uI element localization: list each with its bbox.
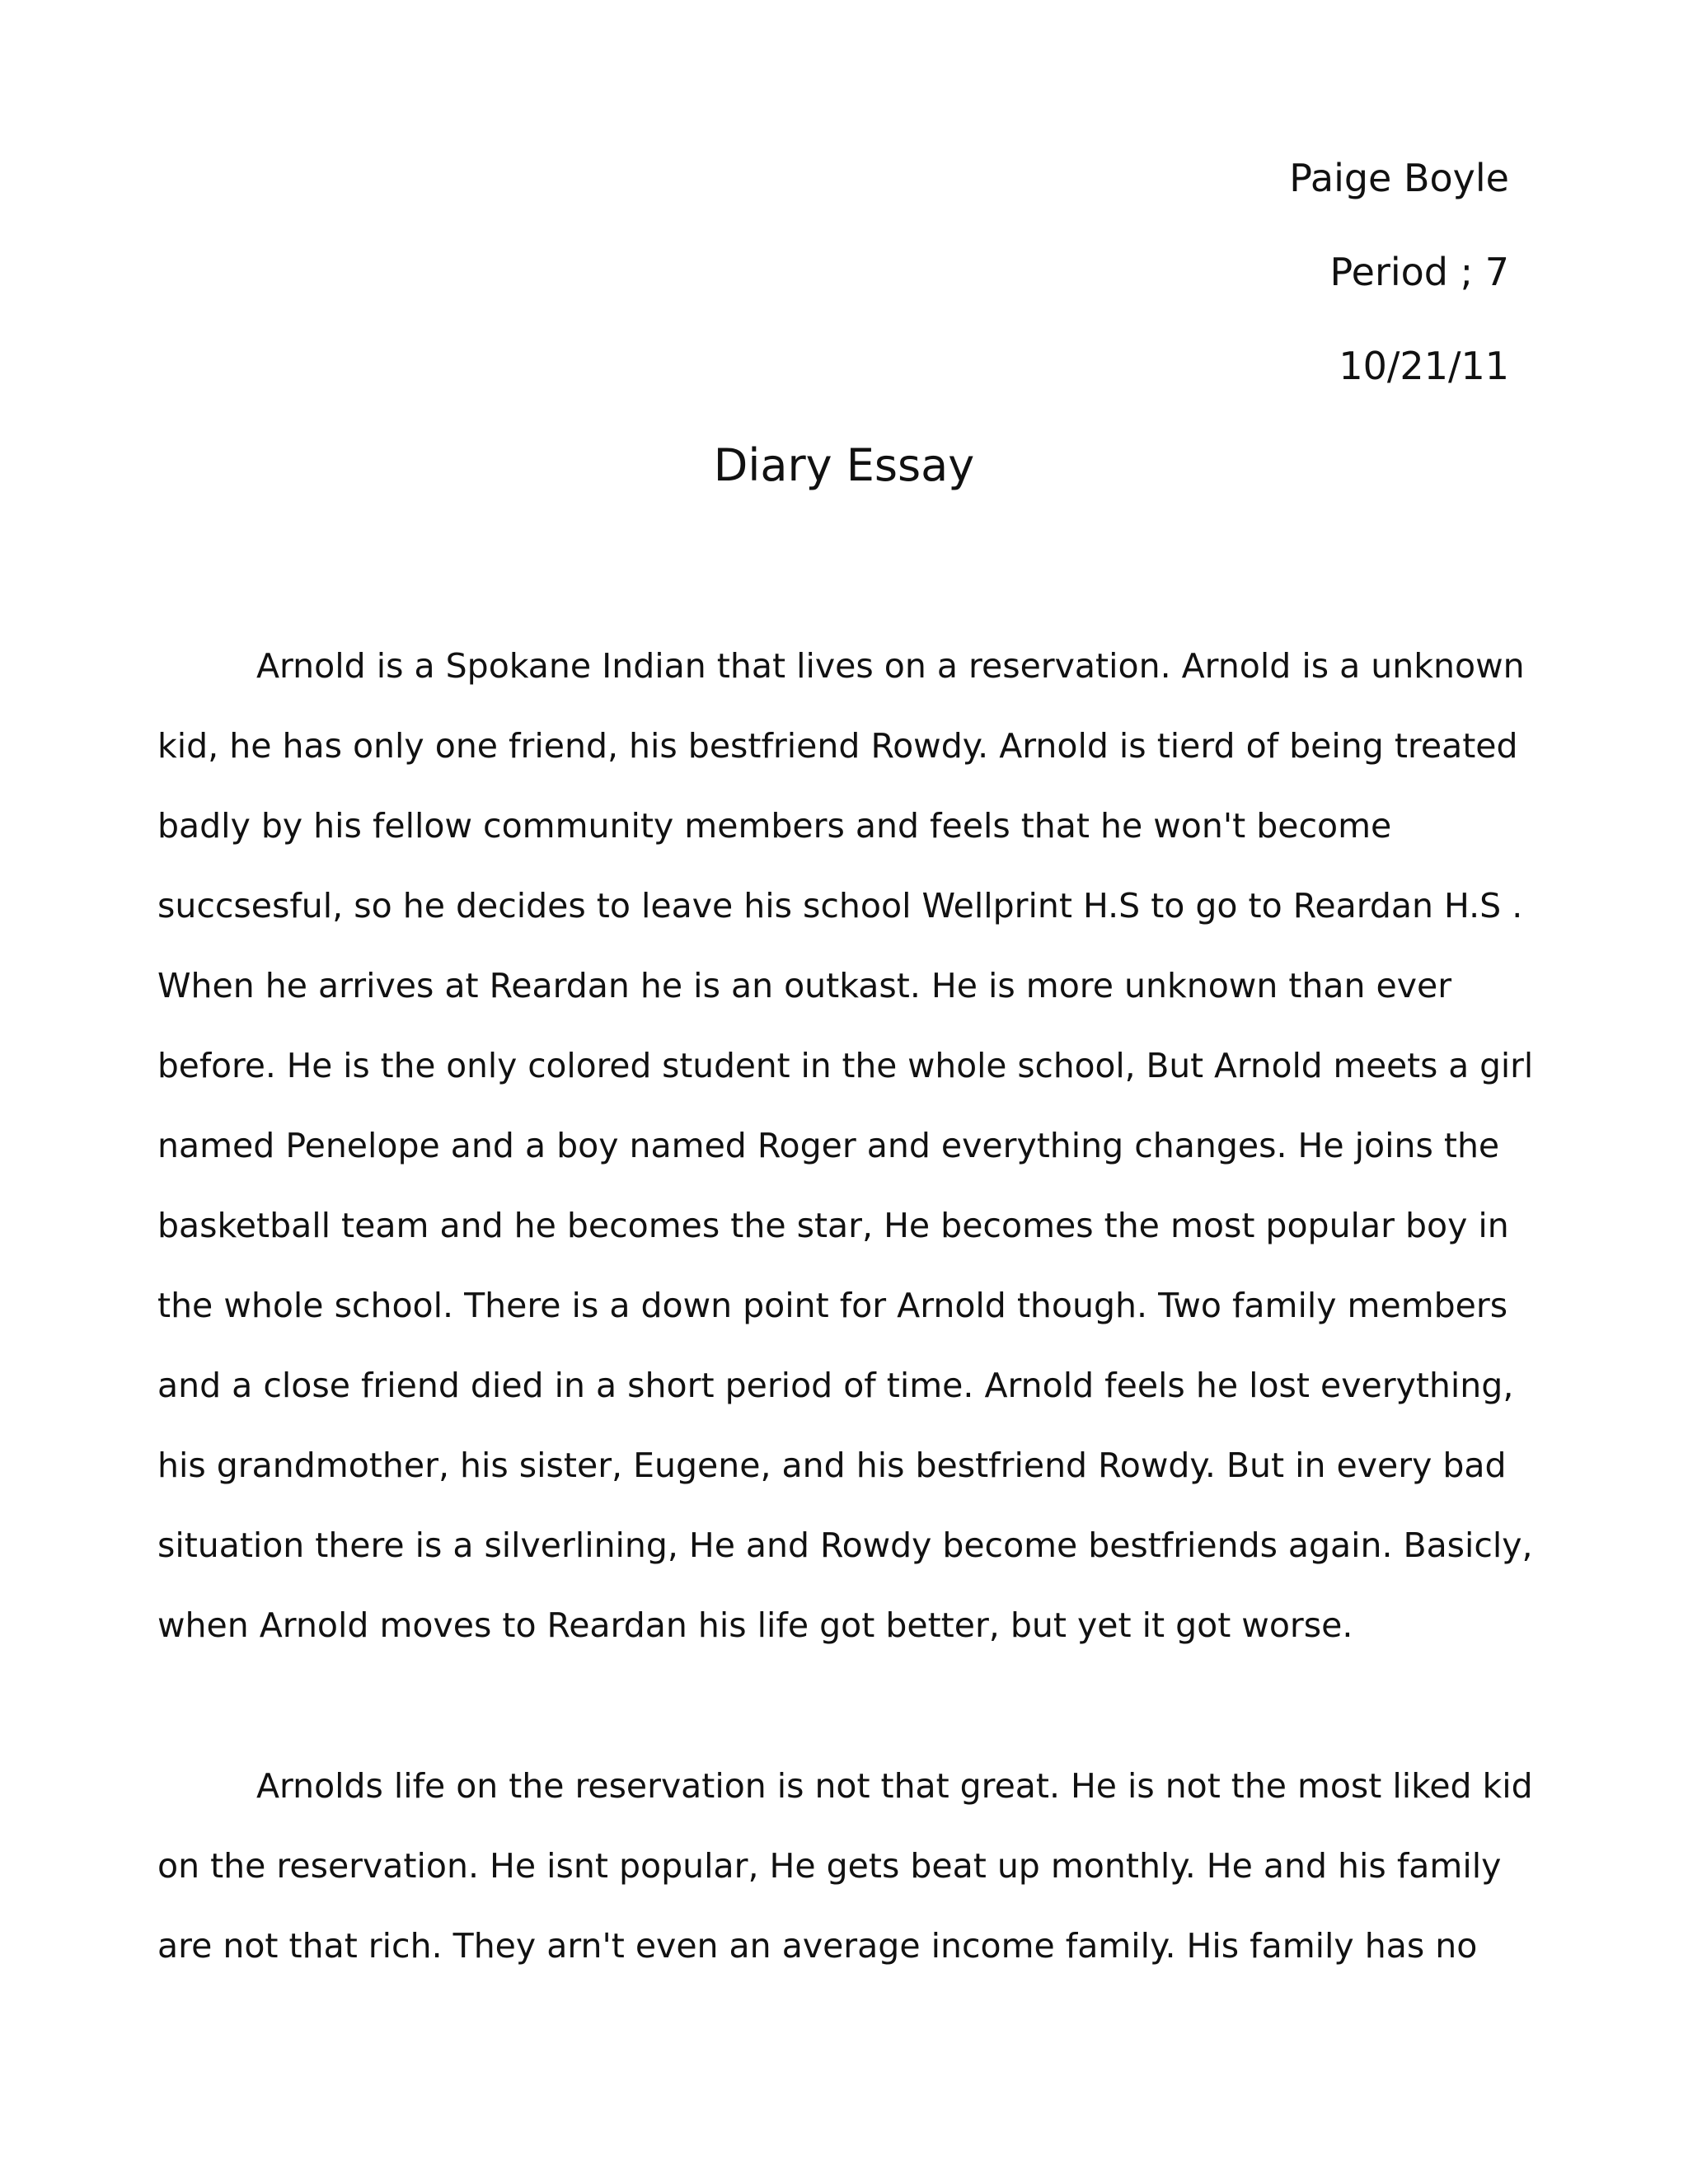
class-period: Period ; 7 [1329,250,1509,294]
paragraph-line: on the reservation. He isnt popular, He gets beat up monthly. He and his family [157,1846,1502,1886]
paragraph-line: When he arrives at Reardan he is an outkast. He is more unknown than ever [157,966,1452,1005]
paragraph-line: succsesful, so he decides to leave his school Wellprint H.S to go to Reardan H.S . [157,886,1523,926]
paragraph-line: badly by his fellow community members and feels that he won't become [157,806,1392,846]
paragraph-line: kid, he has only one friend, his bestfriend Rowdy. Arnold is tierd of being treated [157,726,1518,766]
paragraph-line: named Penelope and a boy named Roger and everything changes. He joins the [157,1126,1500,1165]
paragraph-line: the whole school. There is a down point for Arnold though. Two family members [157,1286,1508,1325]
paragraph-line: when Arnold moves to Reardan his life got better, but yet it got worse. [157,1605,1353,1645]
paragraph-line: and a close friend died in a short period of time. Arnold feels he lost everything, [157,1366,1514,1405]
paragraph-line: his grandmother, his sister, Eugene, and his bestfriend Rowdy. But in every bad [157,1446,1507,1485]
paragraph-line: situation there is a silverlining, He and Rowdy become bestfriends again. Basicly, [157,1526,1533,1565]
essay-date: 10/21/11 [1339,344,1509,388]
paragraph-line: Arnold is a Spokane Indian that lives on a reservation. Arnold is a unknown [256,646,1525,686]
essay-title: Diary Essay [713,439,975,491]
author-name: Paige Boyle [1289,156,1509,200]
paragraph-line: before. He is the only colored student in the whole school, But Arnold meets a girl [157,1046,1534,1085]
paragraph-line: Arnolds life on the reservation is not that great. He is not the most liked kid [256,1766,1533,1806]
paragraph-line: are not that rich. They arn't even an average income family. His family has no [157,1926,1478,1966]
paragraph-line: basketball team and he becomes the star, He becomes the most popular boy in [157,1206,1509,1245]
